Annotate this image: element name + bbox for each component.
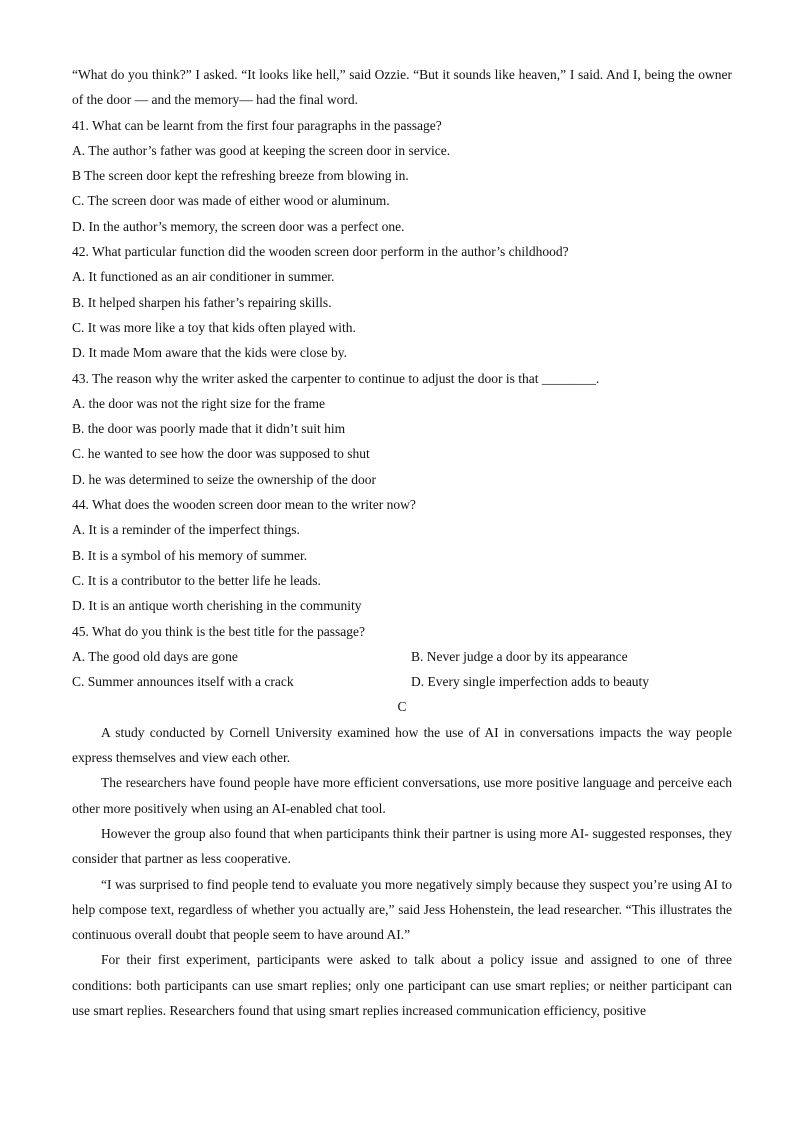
- passage-paragraph: A study conducted by Cornell University examined how the use of AI in conversations impacts the way people express themselves and view each other.: [72, 724, 732, 766]
- question-stem: 45. What do you think is the best title for the passage?: [72, 623, 365, 639]
- option-b: B. the door was poorly made that it didn’t suit him: [72, 421, 346, 437]
- option-c: C. The screen door was made of either wood or aluminum.: [72, 193, 390, 209]
- question-stem: 41. What can be learnt from the first four paragraphs in the passage?: [72, 117, 442, 133]
- option-b: B The screen door kept the refreshing breeze from blowing in.: [72, 168, 409, 184]
- document-page: [72, 62, 732, 1023]
- option-d: D. Every single imperfection adds to beauty: [411, 674, 650, 690]
- intro-paragraph: “What do you think?” I asked. “It looks like hell,” said Ozzie. “But it sounds like heaven,” I said. And I, being the owner of the door — and the memory— had the final word.: [72, 67, 732, 108]
- option-a: A. It functioned as an air conditioner in summer.: [72, 269, 335, 285]
- option-d: D. he was determined to seize the ownership of the door: [72, 471, 377, 487]
- option-b: B. Never judge a door by its appearance: [411, 648, 628, 664]
- option-a: A. the door was not the right size for the frame: [72, 395, 326, 411]
- option-c: C. It is a contributor to the better life he leads.: [72, 572, 321, 588]
- question-45: [72, 619, 732, 695]
- option-d: D. It made Mom aware that the kids were close by.: [72, 345, 348, 361]
- option-a: A. The good old days are gone: [72, 648, 238, 664]
- option-b: B. It is a symbol of his memory of summer.: [72, 547, 308, 563]
- question-42: [72, 239, 732, 365]
- option-a: A. It is a reminder of the imperfect things.: [72, 522, 300, 538]
- options-row-2: [72, 669, 732, 694]
- passage-paragraph: The researchers have found people have more efficient conversations, use more positive language and perceive each other more positively when using an AI-enabled chat tool.: [72, 775, 732, 816]
- option-d: D. In the author’s memory, the screen door was a perfect one.: [72, 218, 405, 234]
- option-c: C. It was more like a toy that kids often played with.: [72, 319, 356, 335]
- option-d: D. It is an antique worth cherishing in the community: [72, 598, 362, 614]
- question-44: [72, 492, 732, 618]
- option-a: A. The author’s father was good at keeping the screen door in service.: [72, 142, 451, 158]
- section-c-passage: [72, 720, 732, 1024]
- question-stem: 42. What particular function did the wooden screen door perform in the author’s childhood?: [72, 244, 569, 260]
- passage-paragraph: For their first experiment, participants were asked to talk about a policy issue and assigned to one of three conditions: both participants can use smart replies; only one participant can use smart replies; or neither participant can use smart replies. Researchers found that using smart replies increased communication efficiency, positive: [72, 952, 732, 1018]
- option-b: B. It helped sharpen his father’s repairing skills.: [72, 294, 332, 310]
- option-c: C. Summer announces itself with a crack: [72, 674, 294, 690]
- question-43: [72, 366, 732, 492]
- option-c: C. he wanted to see how the door was supposed to shut: [72, 446, 370, 462]
- passage-paragraph: “I was surprised to find people tend to evaluate you more negatively simply because they suspect you’re using AI to help compose text, regardless of whether you actually are,” said Jess Hohenstein, the lead researcher. “This illustrates the continuous overall doubt that people seem to have around AI.”: [72, 876, 732, 943]
- options-row-1: [72, 644, 732, 669]
- question-41: [72, 113, 732, 239]
- question-stem: 43. The reason why the writer asked the carpenter to continue to adjust the door is that ________.: [72, 370, 600, 386]
- section-heading: C: [397, 699, 407, 715]
- question-stem: 44. What does the wooden screen door mean to the writer now?: [72, 497, 416, 513]
- passage-paragraph: However the group also found that when participants think their partner is using more AI- suggested responses, they consider that partner as less cooperative.: [72, 825, 732, 867]
